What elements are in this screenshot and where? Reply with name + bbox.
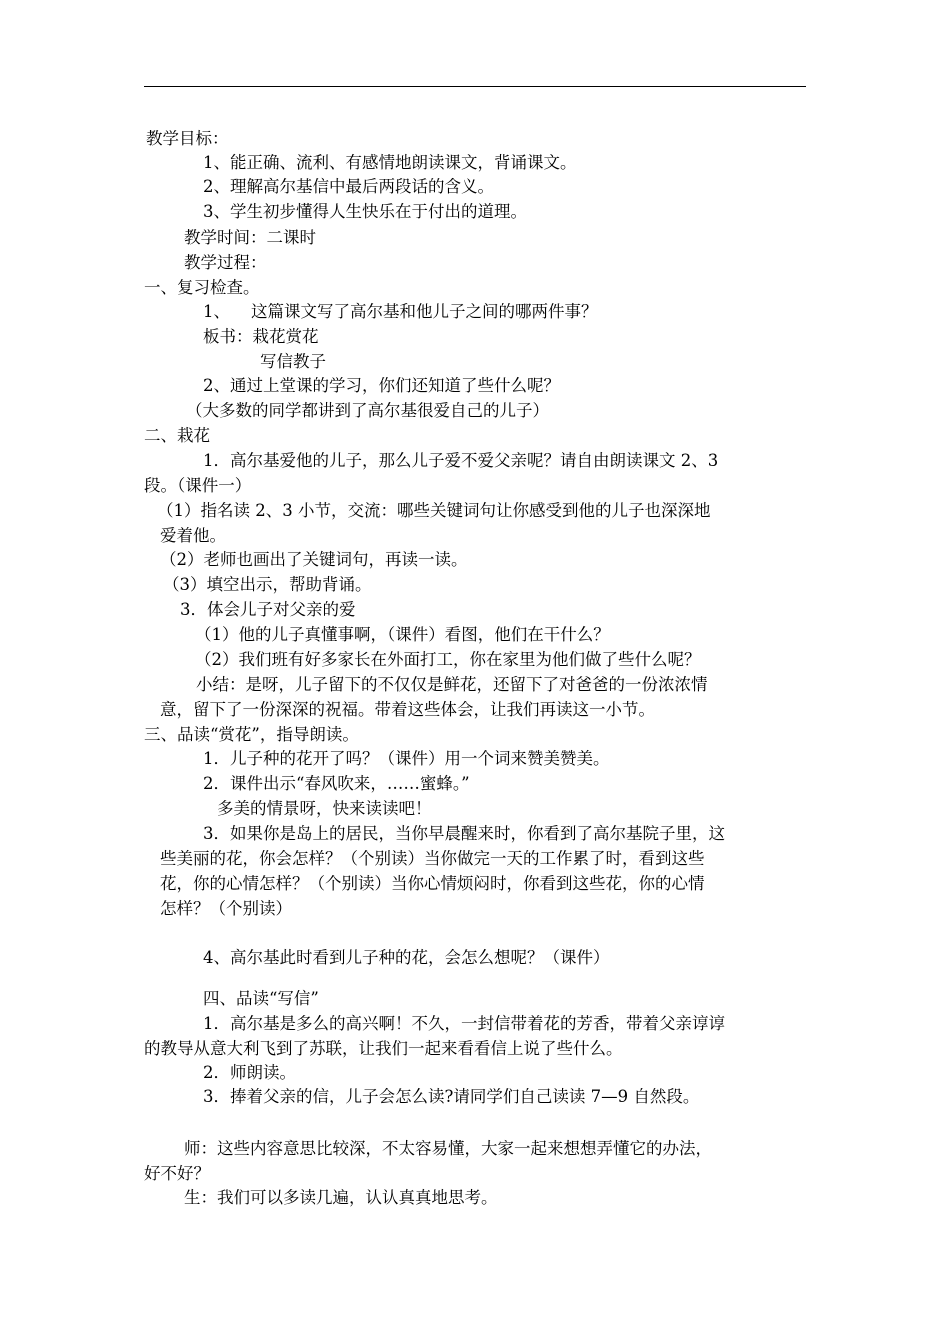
list-item: 4、高尔基此时看到儿子种的花，会怎么想呢？（课件） xyxy=(203,948,610,967)
text-line: 怎样？（个别读） xyxy=(160,899,292,918)
text-line: 花，你的心情怎样？（个别读）当你心情烦闷时，你看到这些花，你的心情 xyxy=(160,874,705,893)
header-rule xyxy=(144,86,806,87)
text-line: 意，留下了一份深深的祝福。带着这些体会，让我们再读这一小节。 xyxy=(160,700,655,719)
section-heading: 教学目标： xyxy=(146,129,229,148)
text-line: 多美的情景呀，快来读读吧！ xyxy=(217,799,432,818)
text-line: 些美丽的花，你会怎样？（个别读）当你做完一天的工作累了时，看到这些 xyxy=(160,849,705,868)
list-item: （1）指名读 2、3 小节，交流：哪些关键词句让你感受到他的儿子也深深地 xyxy=(157,501,711,520)
list-item: （2）老师也画出了关键词句，再读一读。 xyxy=(160,550,468,569)
list-item: 3．体会儿子对父亲的爱 xyxy=(180,600,356,619)
dialogue-line: 生：我们可以多读几遍，认认真真地思考。 xyxy=(184,1188,498,1207)
list-item: 1．高尔基是多么的高兴啊！不久，一封信带着花的芳香，带着父亲谆谆 xyxy=(203,1014,725,1033)
section-heading: 一、复习检查。 xyxy=(144,278,260,297)
list-item: 3．捧着父亲的信，儿子会怎么读?请同学们自己读读 7—9 自然段。 xyxy=(203,1087,700,1106)
list-item: 2、通过上堂课的学习，你们还知道了些什么呢？ xyxy=(203,376,560,395)
text-line: 段。（课件一） xyxy=(144,476,252,495)
list-item: （3）填空出示，帮助背诵。 xyxy=(163,575,372,594)
text-line: 教学时间：二课时 xyxy=(184,228,316,247)
list-item: 3、学生初步懂得人生快乐在于付出的道理。 xyxy=(203,202,527,221)
list-item: 1．儿子种的花开了吗？（课件）用一个词来赞美赞美。 xyxy=(203,749,610,768)
list-item: 1、 这篇课文写了高尔基和他儿子之间的哪两件事？ xyxy=(203,302,598,321)
section-heading: 三、品读“赏花”，指导朗读。 xyxy=(144,725,359,744)
text-line: 小结：是呀，儿子留下的不仅仅是鲜花，还留下了对爸爸的一份浓浓情 xyxy=(196,675,708,694)
text-line: 的教导从意大利飞到了苏联，让我们一起来看看信上说了些什么。 xyxy=(144,1039,623,1058)
list-item: 1．高尔基爱他的儿子，那么儿子爱不爱父亲呢？请自由朗读课文 2、3 xyxy=(203,451,719,470)
text-line: 写信教子 xyxy=(260,352,326,371)
text-line: 好不好？ xyxy=(144,1164,210,1183)
text-line: 教学过程： xyxy=(184,253,267,272)
text-line: （大多数的同学都讲到了高尔基很爱自己的儿子） xyxy=(186,401,549,420)
list-item: （2）我们班有好多家长在外面打工，你在家里为他们做了些什么呢？ xyxy=(195,650,701,669)
list-item: 2．师朗读。 xyxy=(203,1063,296,1082)
list-item: 2、理解高尔基信中最后两段话的含义。 xyxy=(203,177,494,196)
list-item: （1）他的儿子真懂事啊，（课件）看图，他们在干什么？ xyxy=(195,625,610,644)
section-heading: 二、栽花 xyxy=(144,426,210,445)
section-heading: 四、品读“写信” xyxy=(203,989,319,1008)
list-item: 2．课件出示“春风吹来，……蜜蜂。” xyxy=(203,774,470,793)
list-item: 1、能正确、流利、有感情地朗读课文，背诵课文。 xyxy=(203,153,577,172)
dialogue-line: 师：这些内容意思比较深，不太容易懂，大家一起来想想弄懂它的办法， xyxy=(184,1139,712,1158)
list-item: 3．如果你是岛上的居民，当你早晨醒来时，你看到了高尔基院子里，这 xyxy=(203,824,725,843)
text-line: 爱着他。 xyxy=(160,526,226,545)
text-line: 板书：栽花赏花 xyxy=(203,327,319,346)
